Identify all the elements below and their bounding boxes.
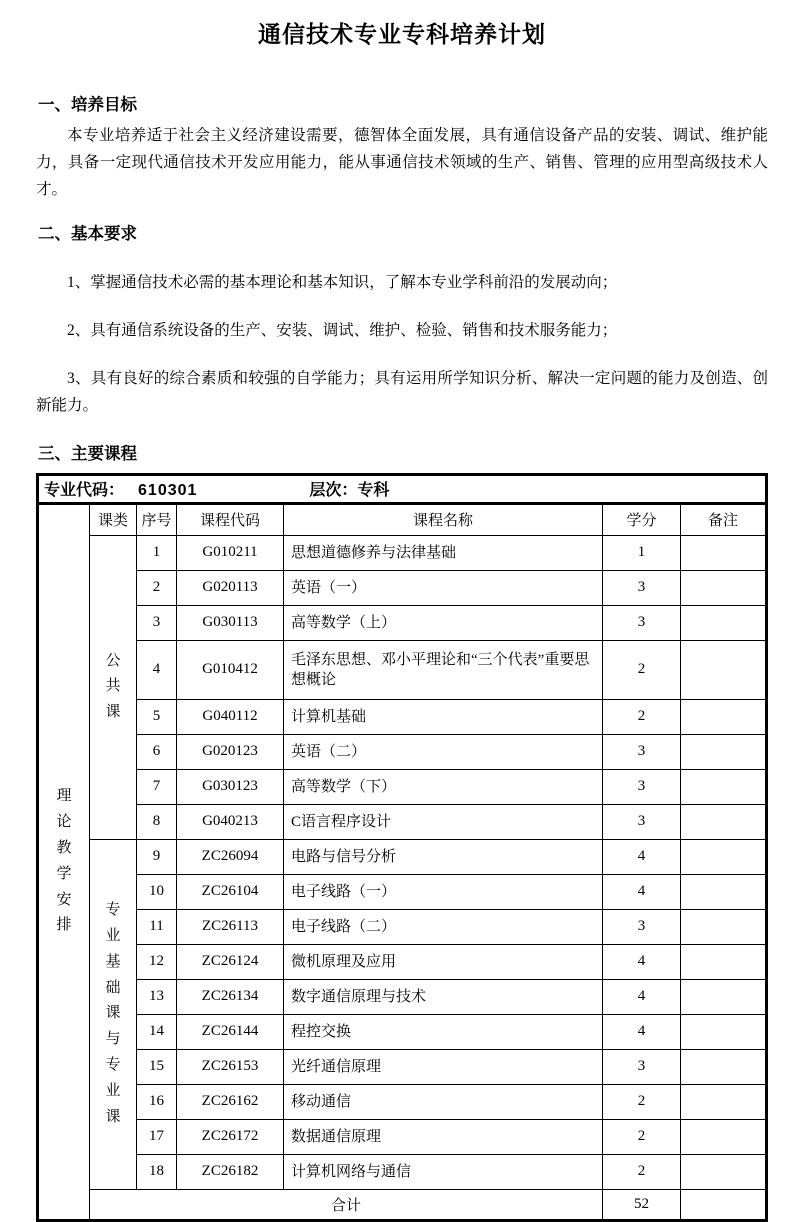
course-remark — [681, 909, 767, 944]
course-index: 2 — [137, 570, 177, 605]
course-credits: 4 — [603, 1014, 681, 1049]
section-courses-heading: 三、主要课程 — [38, 444, 137, 463]
course-index: 13 — [137, 979, 177, 1014]
course-name: 英语（一） — [284, 570, 603, 605]
header-name: 课程名称 — [284, 503, 603, 535]
section-objectives-heading: 一、培养目标 — [38, 96, 137, 114]
course-code: ZC26182 — [177, 1154, 284, 1189]
course-row — [38, 769, 767, 804]
course-plan-table — [36, 473, 768, 1222]
table-header-row — [38, 503, 767, 535]
course-remark — [681, 979, 767, 1014]
course-index: 5 — [137, 699, 177, 734]
course-row — [38, 874, 767, 909]
header-remark: 备注 — [681, 503, 767, 535]
table-info-cell — [38, 474, 767, 503]
course-code: ZC26124 — [177, 944, 284, 979]
course-remark — [681, 1154, 767, 1189]
course-name: C语言程序设计 — [284, 804, 603, 839]
course-name: 高等数学（上） — [284, 605, 603, 640]
course-remark — [681, 605, 767, 640]
level-value: 层次：专科 — [309, 482, 390, 500]
course-row — [38, 909, 767, 944]
course-credits: 3 — [603, 734, 681, 769]
course-name: 电路与信号分析 — [284, 839, 603, 874]
course-code: G040213 — [177, 804, 284, 839]
category-public-courses-label: 公共课 — [105, 652, 121, 721]
course-credits: 3 — [603, 804, 681, 839]
course-credits: 2 — [603, 640, 681, 699]
course-index: 18 — [137, 1154, 177, 1189]
course-index: 1 — [137, 535, 177, 570]
course-code: G020113 — [177, 570, 284, 605]
requirement-item-3: 3、具有良好的综合素质和较强的自学能力；具有运用所学知识分析、解决一定问题的能力及创造、创新能力。 — [36, 369, 768, 414]
category-professional-courses-cell — [90, 839, 137, 1189]
course-index: 8 — [137, 804, 177, 839]
course-credits: 4 — [603, 944, 681, 979]
course-name: 电子线路（二） — [284, 909, 603, 944]
course-code: G010211 — [177, 535, 284, 570]
course-remark — [681, 839, 767, 874]
section-objectives-body: 本专业培养适于社会主义经济建设需要，德智体全面发展，具有通信设备产品的安装、调试、维护能力，具备一定现代通信技术开发应用能力，能从事通信技术领域的生产、销售、管理的应用型高级技术人才。 — [36, 127, 768, 198]
course-index: 7 — [137, 769, 177, 804]
course-code: ZC26153 — [177, 1049, 284, 1084]
total-label-cell: 合计 — [90, 1189, 603, 1220]
course-credits: 3 — [603, 570, 681, 605]
course-remark — [681, 699, 767, 734]
course-remark — [681, 769, 767, 804]
course-credits: 3 — [603, 605, 681, 640]
course-name: 微机原理及应用 — [284, 944, 603, 979]
header-code: 课程代码 — [177, 503, 284, 535]
course-remark — [681, 734, 767, 769]
course-name: 毛泽东思想、邓小平理论和“三个代表”重要思想概论 — [284, 640, 603, 699]
course-index: 17 — [137, 1119, 177, 1154]
course-code: G020123 — [177, 734, 284, 769]
course-remark — [681, 1014, 767, 1049]
course-remark — [681, 944, 767, 979]
course-index: 11 — [137, 909, 177, 944]
course-code: ZC26113 — [177, 909, 284, 944]
course-row — [38, 1154, 767, 1189]
course-code: G030113 — [177, 605, 284, 640]
total-credits-cell: 52 — [603, 1189, 681, 1220]
course-code: ZC26172 — [177, 1119, 284, 1154]
course-code: G040112 — [177, 699, 284, 734]
course-row — [38, 804, 767, 839]
course-index: 4 — [137, 640, 177, 699]
course-credits: 2 — [603, 699, 681, 734]
course-remark — [681, 804, 767, 839]
course-remark — [681, 640, 767, 699]
course-row — [38, 605, 767, 640]
course-code: ZC26162 — [177, 1084, 284, 1119]
course-row — [38, 734, 767, 769]
course-row — [38, 699, 767, 734]
section-requirements-heading: 二、基本要求 — [38, 224, 137, 243]
category-public-courses-cell — [90, 535, 137, 839]
course-row — [38, 1014, 767, 1049]
course-row — [38, 535, 767, 570]
course-row — [38, 570, 767, 605]
course-row — [38, 640, 767, 699]
course-credits: 3 — [603, 1049, 681, 1084]
header-credits: 学分 — [603, 503, 681, 535]
course-index: 6 — [137, 734, 177, 769]
course-code: ZC26094 — [177, 839, 284, 874]
course-code: G010412 — [177, 640, 284, 699]
course-index: 10 — [137, 874, 177, 909]
course-code: ZC26134 — [177, 979, 284, 1014]
course-remark — [681, 535, 767, 570]
header-index: 序号 — [137, 503, 177, 535]
course-name: 思想道德修养与法律基础 — [284, 535, 603, 570]
course-remark — [681, 570, 767, 605]
course-remark — [681, 874, 767, 909]
course-row — [38, 839, 767, 874]
course-code: ZC26144 — [177, 1014, 284, 1049]
course-name: 数字通信原理与技术 — [284, 979, 603, 1014]
table-info-row — [38, 474, 767, 503]
course-index: 12 — [137, 944, 177, 979]
total-row — [38, 1189, 767, 1220]
course-remark — [681, 1119, 767, 1154]
category-professional-courses-label: 专业基础课与专业课 — [105, 902, 121, 1125]
course-index: 16 — [137, 1084, 177, 1119]
course-credits: 3 — [603, 769, 681, 804]
course-name: 计算机网络与通信 — [284, 1154, 603, 1189]
course-credits: 3 — [603, 909, 681, 944]
course-credits: 2 — [603, 1084, 681, 1119]
course-name: 光纤通信原理 — [284, 1049, 603, 1084]
course-row — [38, 944, 767, 979]
course-credits: 4 — [603, 979, 681, 1014]
course-credits: 2 — [603, 1119, 681, 1154]
course-row — [38, 1119, 767, 1154]
course-name: 电子线路（一） — [284, 874, 603, 909]
course-name: 高等数学（下） — [284, 769, 603, 804]
teaching-arrangement-cell — [38, 503, 90, 1220]
course-remark — [681, 1049, 767, 1084]
course-credits: 1 — [603, 535, 681, 570]
course-index: 14 — [137, 1014, 177, 1049]
course-credits: 4 — [603, 874, 681, 909]
course-name: 英语（二） — [284, 734, 603, 769]
course-name: 程控交换 — [284, 1014, 603, 1049]
total-remark-cell — [681, 1189, 767, 1220]
page-title: 通信技术专业专科培养计划 — [258, 21, 546, 47]
course-index: 3 — [137, 605, 177, 640]
major-code-label: 专业代码： — [44, 482, 125, 500]
course-row — [38, 979, 767, 1014]
teaching-arrangement-label: 理论教学安排 — [56, 788, 72, 934]
requirement-item-2: 2、具有通信系统设备的生产、安装、调试、维护、检验、销售和技术服务能力； — [67, 321, 618, 339]
course-index: 15 — [137, 1049, 177, 1084]
course-name: 数据通信原理 — [284, 1119, 603, 1154]
course-row — [38, 1049, 767, 1084]
course-credits: 2 — [603, 1154, 681, 1189]
course-index: 9 — [137, 839, 177, 874]
course-name: 移动通信 — [284, 1084, 603, 1119]
header-category: 课类 — [90, 503, 137, 535]
major-code-value: 610301 — [138, 482, 198, 500]
course-credits: 4 — [603, 839, 681, 874]
requirement-item-1: 1、掌握通信技术必需的基本理论和基本知识，了解本专业学科前沿的发展动向； — [67, 273, 618, 291]
course-name: 计算机基础 — [284, 699, 603, 734]
course-row — [38, 1084, 767, 1119]
course-code: G030123 — [177, 769, 284, 804]
course-remark — [681, 1084, 767, 1119]
course-code: ZC26104 — [177, 874, 284, 909]
